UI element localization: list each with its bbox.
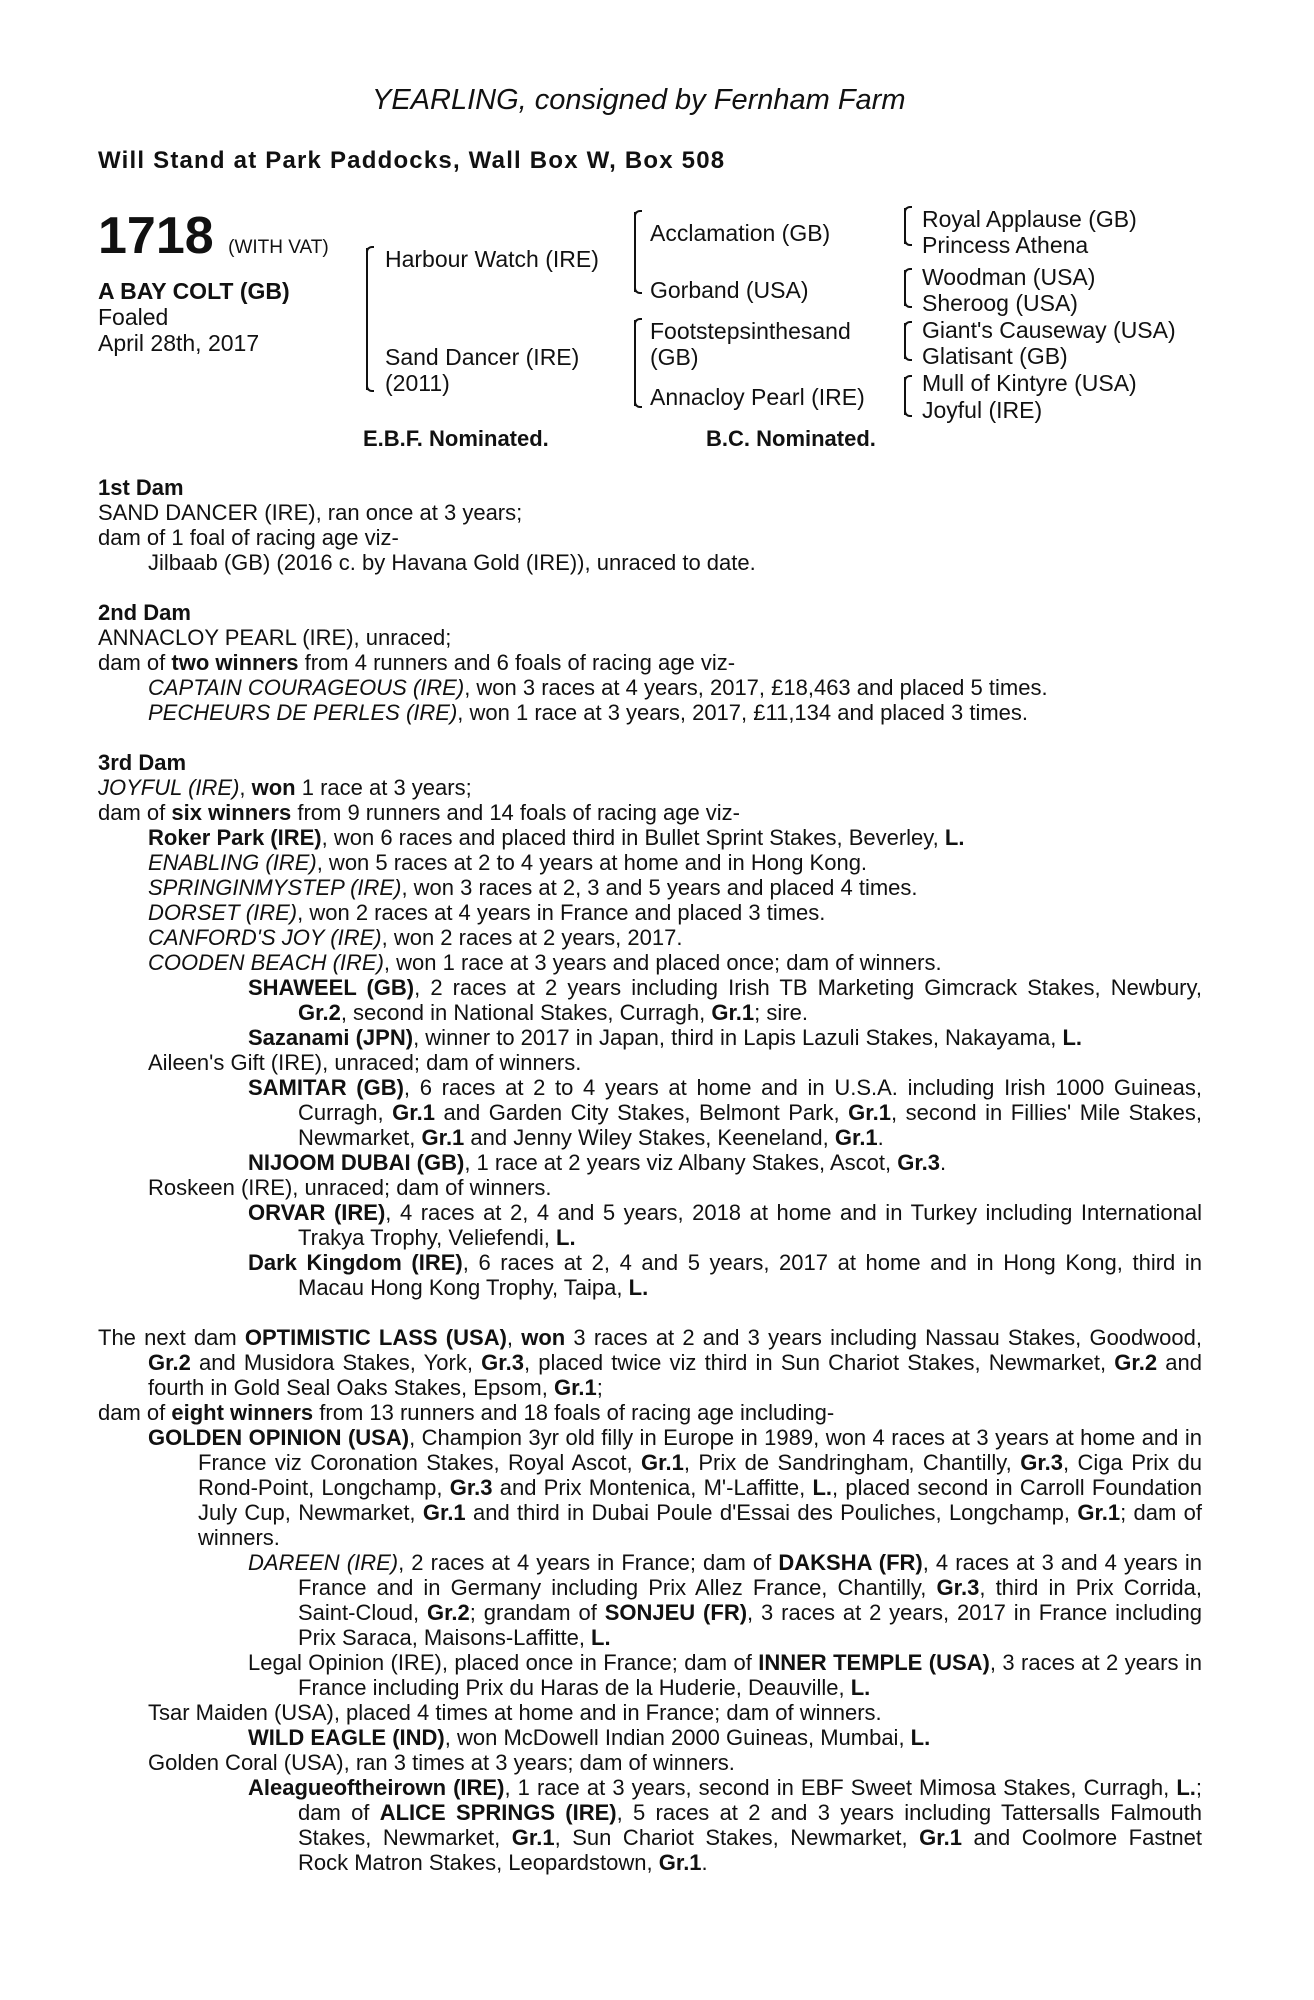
ebf-nominated: E.B.F. Nominated. <box>363 426 549 451</box>
pedigree-brace-4 <box>904 208 906 244</box>
grand-progeny-entry: WILD EAGLE (IND), won McDowell Indian 2000 Guineas, Mumbai, L. <box>248 1725 931 1750</box>
pedigree-dds: Mull of Kintyre (USA) <box>922 370 1137 396</box>
progeny-entry: Roskeen (IRE), unraced; dam of winners. <box>148 1175 552 1200</box>
pedigree-sss: Royal Applause (GB) <box>922 206 1137 232</box>
second-dam-line: ANNACLOY PEARL (IRE), unraced; <box>98 625 452 650</box>
grand-progeny-entry: SHAWEEL (GB), 2 races at 2 years including Irish TB Marketing Gimcrack Stakes, Newbury, Gr.2, second in National Stakes, Curragh, Gr.1; sire. <box>248 975 1202 1025</box>
pedigree-brace-1 <box>366 248 368 390</box>
third-dam-line: JOYFUL (IRE), won 1 race at 3 years; <box>98 775 472 800</box>
grand-progeny-entry: DAREEN (IRE), 2 races at 4 years in France; dam of DAKSHA (FR), 4 races at 3 and 4 years in France and in Germany including Prix Allez France, Chantilly, Gr.3, third in Prix Corrida, Saint-Cloud, Gr.2; grandam of SONJEU (FR), 3 races at 2 years, 2017 in France including Prix Saraca, Maisons-Laffitte, L. <box>248 1550 1203 1650</box>
next-dam-line: dam of eight winners from 13 runners and 18 foals of racing age including- <box>98 1400 835 1425</box>
pedigree-brace-7 <box>904 377 906 415</box>
lot-number <box>98 207 329 274</box>
first-dam-heading: 1st Dam <box>98 475 184 500</box>
foaled-label: Foaled <box>98 304 169 330</box>
pedigree-dss: Giant's Causeway (USA) <box>922 317 1176 343</box>
progeny-entry: Golden Coral (USA), ran 3 times at 3 years; dam of winners. <box>148 1750 735 1775</box>
third-dam-line: dam of six winners from 9 runners and 14 foals of racing age viz- <box>98 800 741 825</box>
pedigree-dam-year: (2011) <box>385 370 450 396</box>
foaled-date: April 28th, 2017 <box>98 330 260 356</box>
progeny-entry: CANFORD'S JOY (IRE), won 2 races at 2 years, 2017. <box>148 925 683 950</box>
pedigree-dsd: Glatisant (GB) <box>922 343 1068 369</box>
progeny-entry: Roker Park (IRE), won 6 races and placed third in Bullet Sprint Stakes, Beverley, L. <box>148 825 965 850</box>
grand-progeny-entry: ORVAR (IRE), 4 races at 2, 4 and 5 years, 2018 at home and in Turkey including International Trakya Trophy, Veliefendi, L. <box>248 1200 1202 1250</box>
first-dam-progeny: Jilbaab (GB) (2016 c. by Havana Gold (IRE)), unraced to date. <box>148 550 756 575</box>
pedigree-dam: Sand Dancer (IRE) <box>385 344 580 370</box>
horse-description: A BAY COLT (GB) <box>98 278 290 304</box>
bc-nominated: B.C. Nominated. <box>706 426 876 451</box>
pedigree-brace-6 <box>904 323 906 359</box>
pedigree-dam-sire: Footstepsinthesand <box>650 318 851 344</box>
pedigree-brace-3 <box>634 320 636 406</box>
first-dam-line: SAND DANCER (IRE), ran once at 3 years; <box>98 500 523 525</box>
catalogue-title: YEARLING, consigned by Fernham Farm <box>372 84 906 116</box>
progeny-entry: Aileen's Gift (IRE), unraced; dam of winners. <box>148 1050 582 1075</box>
pedigree-sdd: Sheroog (USA) <box>922 290 1078 316</box>
grand-progeny-entry: SAMITAR (GB), 6 races at 2 to 4 years at home and in U.S.A. including Irish 1000 Guineas, Curragh, Gr.1 and Garden City Stakes, Belmont Park, Gr.1, second in Fillies' Mile Stakes, Newmarket, Gr.1 and Jenny Wiley Stakes, Keeneland, Gr.1. <box>248 1075 1202 1150</box>
progeny-entry: Tsar Maiden (USA), placed 4 times at home and in France; dam of winners. <box>148 1700 882 1725</box>
progeny-entry: COODEN BEACH (IRE), won 1 race at 3 years and placed once; dam of winners. <box>148 950 942 975</box>
third-dam-heading: 3rd Dam <box>98 750 187 775</box>
pedigree-dam-dam: Annacloy Pearl (IRE) <box>650 384 865 410</box>
vat-label: (WITH VAT) <box>228 237 329 258</box>
pedigree-sire-sire: Acclamation (GB) <box>650 220 831 246</box>
second-dam-heading: 2nd Dam <box>98 600 191 625</box>
pedigree-brace-5 <box>904 270 906 306</box>
pedigree-dam-sire-country: (GB) <box>650 344 699 370</box>
pedigree-brace-2 <box>634 212 636 292</box>
pedigree-sire-dam: Gorband (USA) <box>650 277 809 303</box>
location-line: Will Stand at Park Paddocks, Wall Box W, Box 508 <box>98 147 726 174</box>
progeny-entry: SPRINGINMYSTEP (IRE), won 3 races at 2, 3 and 5 years and placed 4 times. <box>148 875 918 900</box>
grand-progeny-entry: Aleagueoftheirown (IRE), 1 race at 3 years, second in EBF Sweet Mimosa Stakes, Curragh, L.; dam of ALICE SPRINGS (IRE), 5 races at 2 and 3 years including Tattersalls Falmouth Stakes, Newmarket, Gr.1, Sun Chariot Stakes, Newmarket, Gr.1 and Coolmore Fastnet Rock Matron Stakes, Leopardstown, Gr.1. <box>248 1775 1203 1875</box>
pedigree-ssd: Princess Athena <box>922 232 1089 258</box>
pedigree-sds: Woodman (USA) <box>922 264 1096 290</box>
progeny-entry: ENABLING (IRE), won 5 races at 2 to 4 years at home and in Hong Kong. <box>148 850 868 875</box>
progeny-entry: DORSET (IRE), won 2 races at 4 years in France and placed 3 times. <box>148 900 826 925</box>
pedigree-ddd: Joyful (IRE) <box>922 397 1043 423</box>
next-dam-line: The next dam OPTIMISTIC LASS (USA), won 3 races at 2 and 3 years including Nassau Stakes, Goodwood, Gr.2 and Musidora Stakes, York, Gr.3, placed twice viz third in Sun Chariot Stakes, Newmarket, Gr.2 and fourth in Gold Seal Oaks Stakes, Epsom, Gr.1; <box>98 1325 1202 1400</box>
grand-progeny-entry: Dark Kingdom (IRE), 6 races at 2, 4 and 5 years, 2017 at home and in Hong Kong, third in Macau Hong Kong Trophy, Taipa, L. <box>248 1250 1202 1300</box>
grand-progeny-entry: Legal Opinion (IRE), placed once in France; dam of INNER TEMPLE (USA), 3 races at 2 years in France including Prix du Haras de la Huderie, Deauville, L. <box>248 1650 1202 1700</box>
grand-progeny-entry: Sazanami (JPN), winner to 2017 in Japan, third in Lapis Lazuli Stakes, Nakayama, L. <box>248 1025 1082 1050</box>
lot-number-value: 1718 <box>98 207 214 265</box>
first-dam-line: dam of 1 foal of racing age viz- <box>98 525 399 550</box>
pedigree-sire: Harbour Watch (IRE) <box>385 246 599 272</box>
second-dam-line: dam of two winners from 4 runners and 6 foals of racing age viz- <box>98 650 736 675</box>
progeny-entry: CAPTAIN COURAGEOUS (IRE), won 3 races at 4 years, 2017, £18,463 and placed 5 times. <box>148 675 1048 700</box>
progeny-entry: PECHEURS DE PERLES (IRE), won 1 race at 3 years, 2017, £11,134 and placed 3 times. <box>148 700 1029 725</box>
progeny-entry: GOLDEN OPINION (USA), Champion 3yr old filly in Europe in 1989, won 4 races at 3 years at home and in France viz Coronation Stakes, Royal Ascot, Gr.1, Prix de Sandringham, Chantilly, Gr.3, Ciga Prix du Rond-Point, Longchamp, Gr.3 and Prix Montenica, M'-Laffitte, L., placed second in Carroll Foundation July Cup, Newmarket, Gr.1 and third in Dubai Poule d'Essai des Pouliches, Longchamp, Gr.1; dam of winners. <box>148 1425 1203 1550</box>
grand-progeny-entry: NIJOOM DUBAI (GB), 1 race at 2 years viz Albany Stakes, Ascot, Gr.3. <box>248 1150 947 1175</box>
catalogue-body <box>98 475 1202 1875</box>
